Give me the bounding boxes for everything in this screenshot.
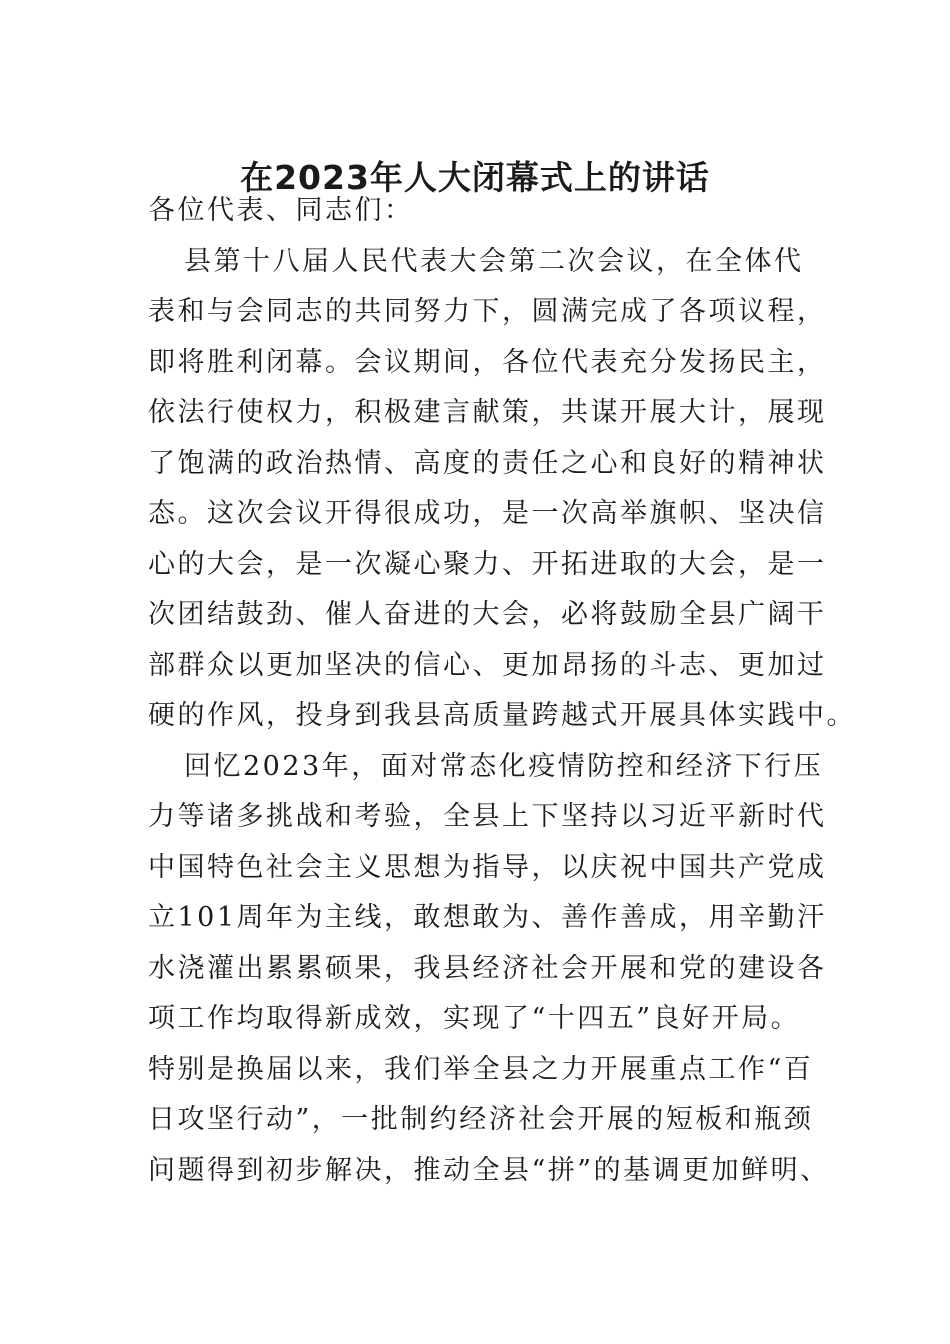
paragraph-2-line-7: 特别是换届以来，我们举全县之力开展重点工作“百 bbox=[148, 1053, 814, 1085]
paragraph-1-line-7: 心的大会，是一次凝心聚力、开拓进取的大会，是一 bbox=[148, 548, 827, 580]
paragraph-2-line-3: 中国特色社会主义思想为指导，以庆祝中国共产党成 bbox=[148, 851, 827, 883]
salutation: 各位代表、同志们： bbox=[148, 195, 414, 226]
paragraph-1-line-6: 态。这次会议开得很成功，是一次高举旗帜、坚决信 bbox=[148, 498, 827, 529]
paragraph-1-line-1: 县第十八届人民代表大会第二次会议，在全体代 bbox=[184, 245, 804, 277]
paragraph-2-line-9: 问题得到初步解决，推动全县“拼”的基调更加鲜明、 bbox=[148, 1154, 830, 1186]
paragraph-2-line-1: 回忆2023年，面对常态化疫情防控和经济下行压 bbox=[184, 750, 824, 782]
paragraph-2-line-5: 水浇灌出累累硕果，我县经济社会开展和党的建设各 bbox=[148, 952, 827, 984]
paragraph-1-line-10: 硬的作风，投身到我县高质量跨越式开展具体实践中。 bbox=[148, 700, 856, 731]
paragraph-1-line-8: 次团结鼓劲、催人奋进的大会，必将鼓励全县广阔干 bbox=[148, 599, 827, 630]
paragraph-1-line-5: 了饱满的政治热情、高度的责任之心和良好的精神状 bbox=[148, 447, 827, 479]
paragraph-2-line-8: 日攻坚行动”，一批制约经济社会开展的短板和瓶颈 bbox=[148, 1104, 814, 1135]
paragraph-2-line-4: 立101周年为主线，敢想敢为、善作善成，用辛勤汗 bbox=[148, 902, 827, 933]
paragraph-2-line-2: 力等诸多挑战和考验，全县上下坚持以习近平新时代 bbox=[148, 801, 827, 832]
paragraph-1-line-9: 部群众以更加坚决的信心、更加昂扬的斗志、更加过 bbox=[148, 649, 827, 681]
paragraph-1-line-4: 依法行使权力，积极建言献策，共谋开展大计，展现 bbox=[148, 397, 827, 428]
paragraph-2-line-6: 项工作均取得新成效，实现了“十四五”良好开局。 bbox=[148, 1003, 801, 1034]
document-body bbox=[148, 186, 856, 1196]
paragraph-1-line-2: 表和与会同志的共同努力下，圆满完成了各项议程， bbox=[148, 296, 827, 327]
document-title: 在2023年人大闭幕式上的讲话 bbox=[240, 158, 710, 197]
paragraph-1-line-3: 即将胜利闭幕。会议期间，各位代表充分发扬民主， bbox=[148, 346, 827, 378]
